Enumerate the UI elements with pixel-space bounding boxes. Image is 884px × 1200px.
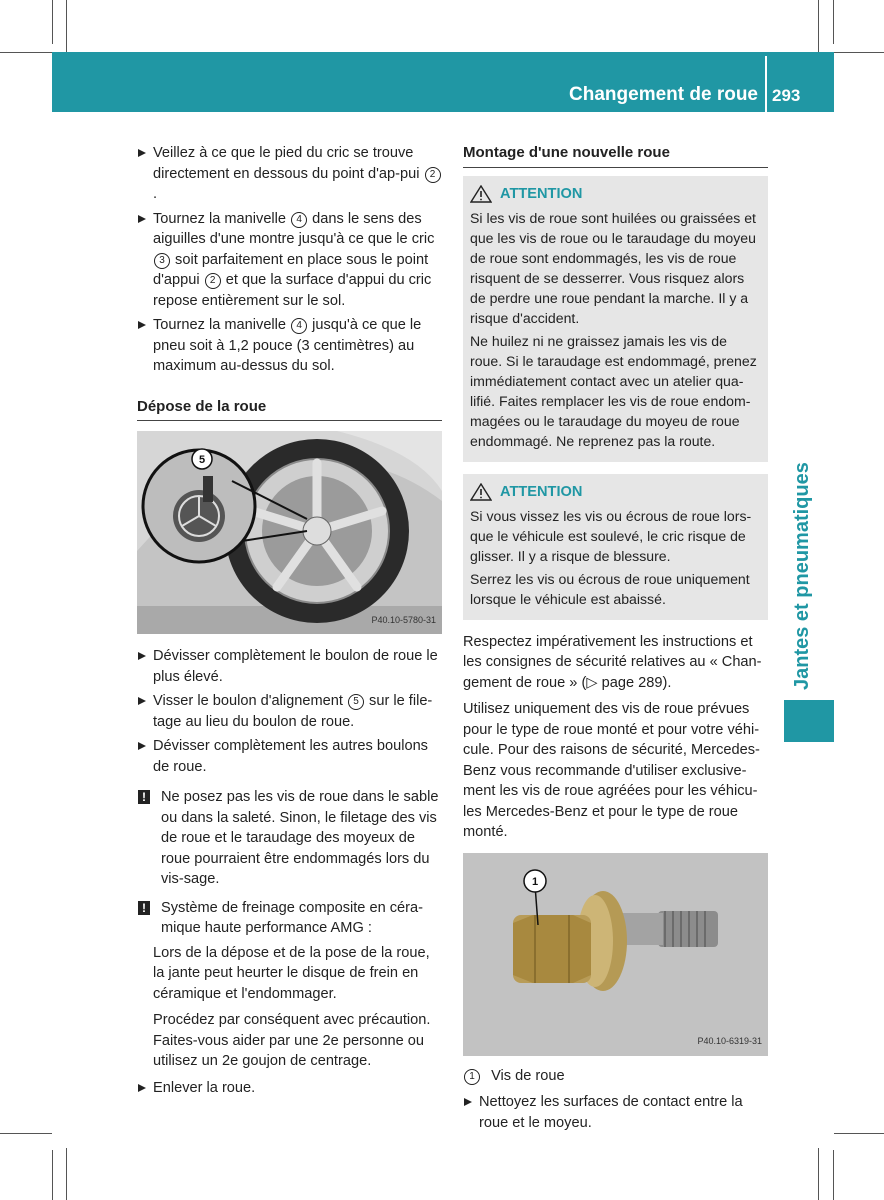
list-item — [463, 1092, 768, 1133]
exclamation-icon: ! — [138, 790, 150, 804]
warning-box — [463, 176, 768, 462]
figure-callout: 1 — [531, 875, 539, 888]
crop-mark — [818, 1148, 819, 1200]
list-item-text: Tournez la manivelle — [153, 317, 291, 333]
crop-mark — [818, 0, 819, 52]
callout-number: 2 — [205, 273, 221, 289]
right-column — [463, 143, 768, 1137]
list-item-text: . — [153, 186, 158, 202]
list-item-text: Dévisser complètement les autres boulons de roue. — [153, 738, 428, 775]
crop-mark — [0, 1133, 52, 1134]
callout-number: 4 — [291, 318, 307, 334]
crop-mark — [0, 52, 52, 53]
side-tab-text — [778, 447, 820, 692]
list-item — [137, 691, 442, 732]
list-item-text: Dévisser complètement le boulon de roue le plus élevé. — [153, 648, 438, 685]
callout-number: 3 — [154, 253, 170, 269]
crop-mark — [52, 0, 53, 44]
list-item — [137, 209, 442, 312]
warning-title: ATTENTION — [500, 483, 583, 500]
wheel-bolt-illustration — [463, 853, 768, 1056]
legend-text: Vis de roue — [491, 1067, 565, 1084]
wheel-figure — [137, 431, 442, 634]
paragraph: Serrez les vis ou écrous de roue uniquement lorsque le véhicule est abaissé. — [470, 570, 750, 607]
list-item-text: Nettoyez les surfaces de contact entre la roue et le moyeu. — [479, 1094, 743, 1131]
crop-mark — [834, 1133, 884, 1134]
warning-heading — [470, 184, 760, 204]
crop-mark — [66, 1148, 67, 1200]
header-divider — [765, 56, 767, 112]
side-tab-marker — [784, 700, 834, 742]
crop-mark — [66, 0, 67, 52]
paragraph: Si les vis de roue sont huilées ou graissées et que les vis de roue ou le taraudage du moyeu de roue sont endommagés, les vis de roue risquent de se desserrer. Vous risquez alors de perdre une roue pendant la marche. Il y a risque d'accident. — [470, 209, 756, 326]
list-item — [137, 315, 442, 377]
callout-number: 2 — [425, 167, 441, 183]
paragraph: Lors de la dépose et de la pose de la roue, la jante peut heurter le disque de frein en céramique et l'endommager. — [153, 944, 430, 1002]
list-item — [137, 1078, 442, 1099]
list-item-text: Veillez à ce que le pied du cric se trouve directement en dessous du point d'ap-pui — [153, 145, 424, 182]
warning-title: ATTENTION — [500, 185, 583, 202]
note-text: Système de freinage composite en céra-mique haute performance AMG : — [161, 899, 424, 936]
paragraph: Si vous vissez les vis ou écrous de roue lors-que le véhicule est soulevé, le cric risque de glisser. Il y a risque de blessure. — [470, 507, 752, 564]
paragraph: Utilisez uniquement des vis de roue prévues pour le type de roue monté et pour votre véhi-cule. Pour des raisons de sécurité, Mercedes-Benz vous recommande d'utiliser exclusive-ment les vis de roue agréées pour les véhicu-les Mercedes-Benz et pour le type de roue monté. — [463, 701, 760, 840]
note-paragraphs — [137, 943, 442, 1072]
section-title-depose: Dépose de la roue — [137, 397, 442, 422]
warning-heading — [470, 482, 760, 502]
list-item-text: dans le sens des aiguilles d'une montre jusqu'à ce que le cric — [153, 210, 435, 247]
list-item-text: jusqu'à ce que le pneu soit à 1,2 pouce (3 centimètres) au maximum au-dessus du sol. — [153, 317, 422, 374]
bullet-list — [137, 143, 442, 377]
paragraph: Respectez impérativement les instructions et les consignes de sécurité relatives au « Chan-gement de roue » (▷ page 289). — [463, 633, 762, 691]
warning-text — [470, 506, 760, 609]
side-tab — [778, 447, 820, 692]
svg-text:Jantes et pneumatiques: Jantes et pneumatiques — [791, 462, 813, 690]
warning-text — [470, 208, 760, 451]
paragraph: Procédez par conséquent avec précaution. Faites-vous aider par une 2e personne ou utilisez un 2e goujon de centrage. — [153, 1012, 431, 1069]
caution-note — [137, 787, 442, 890]
section-title-montage: Montage d'une nouvelle roue — [463, 143, 768, 168]
crop-mark — [834, 52, 884, 53]
crop-mark — [52, 1150, 53, 1200]
note-text: Ne posez pas les vis de roue dans le sable ou dans la saleté. Sinon, le filetage des vis de roue et le taraudage des moyeux de roue pourraient être endommagés lors du vis-sage. — [161, 789, 439, 887]
list-item — [137, 736, 442, 777]
crop-mark — [833, 1150, 834, 1200]
page-title: Changement de roue — [569, 84, 758, 105]
callout-number: 4 — [291, 212, 307, 228]
list-item-text: Tournez la manivelle — [153, 210, 291, 227]
list-item-text: et que la surface d'appui du cric repose entièrement sur le sol. — [153, 272, 432, 309]
list-item — [137, 646, 442, 687]
legend-number: 1 — [464, 1069, 480, 1085]
figure-callout: 5 — [198, 454, 206, 466]
bullet-list — [137, 646, 442, 777]
legend-item — [463, 1066, 768, 1087]
paragraph: Ne huilez ni ne graissez jamais les vis de roue. Si le taraudage est endommagé, prenez immédiatement contact avec un atelier qua-lifié. Faites remplacer les vis de roue endom-magées ou le taraudage du moyeu de roue endommagé. Ne reprenez pas la route. — [470, 332, 757, 449]
crop-mark — [833, 0, 834, 44]
wheel-illustration — [137, 431, 442, 634]
warning-triangle-icon — [470, 483, 492, 501]
list-item-text: sur le file-tage au lieu du boulon de roue. — [153, 693, 433, 730]
warning-triangle-icon — [470, 185, 492, 203]
callout-number: 5 — [348, 694, 364, 710]
figure-code: P40.10-6319-31 — [697, 1036, 762, 1046]
bolt-figure — [463, 853, 768, 1056]
figure-code: P40.10-5780-31 — [371, 614, 436, 625]
list-item-text: Enlever la roue. — [153, 1079, 256, 1096]
exclamation-icon: ! — [138, 901, 150, 915]
list-item-text: soit parfaitement en place sous le point d'appui — [153, 251, 429, 288]
warning-box — [463, 474, 768, 620]
list-item-text: Visser le boulon d'alignement — [153, 693, 347, 709]
left-column — [137, 143, 442, 1102]
list-item — [137, 143, 442, 205]
page-number: 293 — [772, 86, 801, 105]
caution-note — [137, 898, 442, 939]
